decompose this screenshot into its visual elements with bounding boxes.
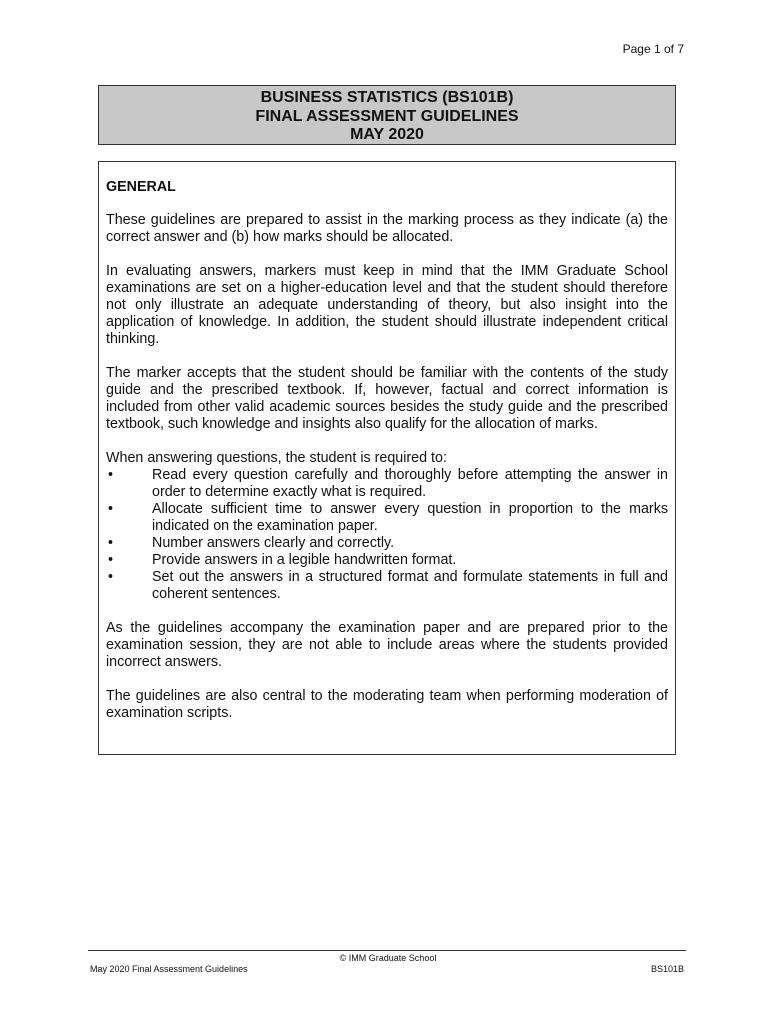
footer-divider [88,950,686,951]
list-item [106,535,668,552]
assessment-title: FINAL ASSESSMENT GUIDELINES [255,107,519,125]
footer-course-code: BS101B [650,964,684,974]
paragraph: As the guidelines accompany the examination paper and are prepared prior to the examination session, they are not able to include areas where the students provided incorrect answers. [106,620,668,670]
bullet-icon: • [108,569,114,585]
list-item-text: Provide answers in a legible handwritten format. [152,552,457,568]
list-item [106,501,668,535]
page-number: Page 1 of 7 [622,42,684,56]
footer-document-name: May 2020 Final Assessment Guidelines [90,964,248,974]
requirements-list [106,467,668,603]
list-item-text: Number answers clearly and correctly. [152,535,395,551]
bullet-intro: When answering questions, the student is required to: [106,450,447,466]
paragraph: The marker accepts that the student should be familiar with the contents of the study guide and the prescribed textbook. If, however, factual and correct information is included from other valid academic sources besides the study guide and the prescribed textbook, such knowledge and insights also qualify for the allocation of marks. [106,365,668,432]
section-heading: GENERAL [106,179,176,195]
bullet-icon: • [108,501,114,517]
list-item-text: Allocate sufficient time to answer every question in proportion to the marks indicated on the examination paper. [152,501,668,534]
paragraph: The guidelines are also central to the moderating team when performing moderation of examination scripts. [106,688,668,721]
bullet-icon: • [108,535,114,551]
footer-copyright: © IMM Graduate School [339,953,437,963]
paragraph: In evaluating answers, markers must keep in mind that the IMM Graduate School examinations are set on a higher-education level and that the student should therefore not only illustrate an adequate understanding of theory, but also insight into the application of knowledge. In addition, the student should illustrate independent critical thinking. [106,263,668,347]
general-section [98,161,676,755]
list-item [106,467,668,501]
list-item [106,569,668,603]
list-item-text: Read every question carefully and thoroughly before attempting the answer in order to determine exactly what is required. [152,467,668,500]
bullet-icon: • [108,552,114,568]
list-item-text: Set out the answers in a structured format and formulate statements in full and coherent sentences. [152,569,668,602]
paragraph: These guidelines are prepared to assist in the marking process as they indicate (a) the correct answer and (b) how marks should be allocated. [106,212,668,245]
course-title: BUSINESS STATISTICS (BS101B) [260,89,514,106]
document-title-box [98,85,676,145]
list-item [106,552,668,569]
assessment-date: MAY 2020 [350,126,424,143]
bullet-icon: • [108,467,114,483]
